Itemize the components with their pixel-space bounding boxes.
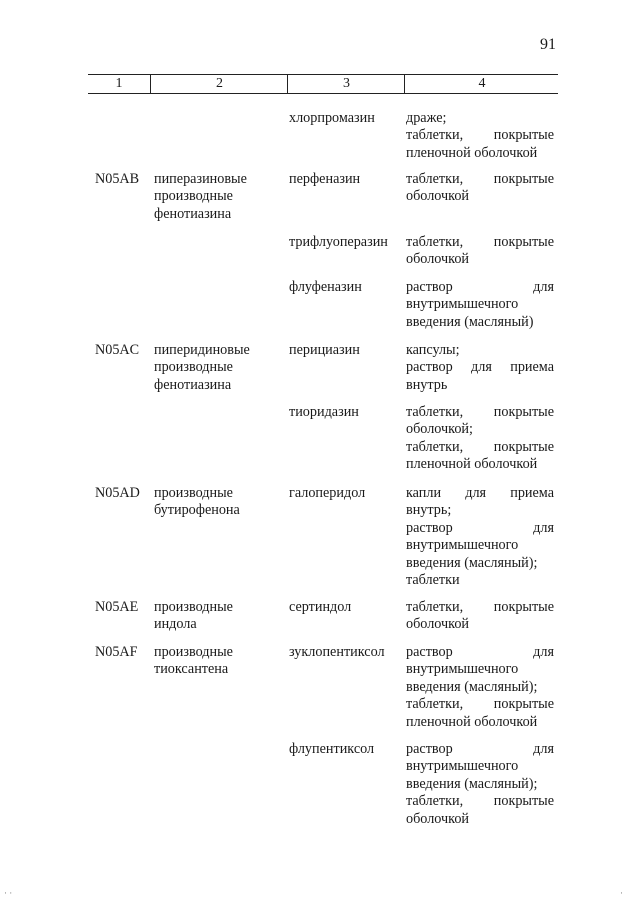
dosage-form: [406, 599, 554, 634]
atc-code: N05AC: [95, 342, 140, 358]
dosage-form-line: введения (масляный);: [406, 678, 538, 695]
header-col-1: 1: [115, 76, 123, 91]
dosage-form-line: раствор для приема: [406, 359, 554, 376]
dosage-form-line: оболочкой: [406, 188, 470, 205]
dosage-form: [406, 644, 554, 731]
drug-name: хлорпромазин: [289, 110, 375, 126]
group-line: фенотиазина: [154, 205, 232, 222]
dosage-form-line: таблетки, покрытые: [406, 599, 554, 615]
group-line: пиперазиновые: [154, 171, 247, 187]
drug-name: тиоридазин: [289, 404, 359, 420]
dosage-form-line: раствор для: [406, 741, 554, 757]
atc-code: N05AE: [95, 599, 139, 615]
pharmacological-group: [154, 644, 282, 679]
dosage-form-line: внутримышечного: [406, 661, 519, 678]
dosage-form-line: капсулы;: [406, 342, 460, 358]
atc-code: N05AB: [95, 171, 140, 187]
dosage-form: [406, 485, 554, 589]
dosage-form: [406, 110, 554, 162]
drug-name: перфеназин: [289, 171, 361, 187]
pharmacological-group: [154, 599, 282, 634]
dosage-form-line: таблетки, покрытые: [406, 234, 554, 250]
group-line: пиперидиновые: [154, 342, 250, 358]
dosage-form: [406, 404, 554, 474]
dosage-form-line: таблетки, покрытые: [406, 404, 554, 420]
scan-artifact-right: ·: [620, 888, 623, 898]
header-col-4: 4: [404, 75, 559, 93]
dosage-form-line: оболочкой;: [406, 421, 473, 438]
dosage-form-line: внутрь: [406, 376, 448, 393]
drug-name: сертиндол: [289, 599, 352, 615]
dosage-form-line: таблетки, покрытые: [406, 127, 554, 144]
drug-name: трифлуоперазин: [289, 234, 388, 250]
dosage-form-line: таблетки: [406, 572, 460, 589]
pharmacological-group: [154, 485, 282, 520]
atc-code: N05AD: [95, 485, 140, 501]
group-line: индола: [154, 616, 197, 633]
dosage-form-line: внутрь;: [406, 502, 452, 519]
drug-name: галоперидол: [289, 485, 366, 501]
dosage-form-line: пленочной оболочкой: [406, 713, 538, 730]
dosage-form-line: раствор для: [406, 644, 554, 660]
dosage-form-line: раствор для: [406, 279, 554, 295]
dosage-form-line: оболочкой: [406, 616, 470, 633]
dosage-form: [406, 171, 554, 206]
scan-artifact-left: · ·: [4, 888, 13, 898]
pharmacological-group: [154, 342, 282, 394]
dosage-form-line: введения (масляный);: [406, 775, 538, 792]
dosage-form-line: капли для приема: [406, 485, 554, 501]
dosage-form-line: пленочной оболочкой: [406, 456, 538, 473]
drug-name: флуфеназин: [289, 279, 362, 295]
dosage-form-line: введения (масляный);: [406, 554, 538, 571]
drug-name: зуклопентиксол: [289, 644, 385, 660]
group-line: производные: [154, 599, 233, 615]
dosage-form-line: введения (масляный): [406, 313, 534, 330]
group-line: производные: [154, 359, 233, 376]
dosage-form: [406, 342, 554, 394]
group-line: фенотиазина: [154, 376, 232, 393]
group-line: тиоксантена: [154, 661, 229, 678]
group-line: производные: [154, 485, 233, 501]
dosage-form-line: внутримышечного: [406, 758, 519, 775]
dosage-form-line: таблетки, покрытые: [406, 696, 554, 713]
pharmacological-group: [154, 171, 282, 223]
dosage-form-line: оболочкой: [406, 810, 470, 827]
table-header: [88, 74, 558, 94]
group-line: бутирофенона: [154, 502, 240, 519]
dosage-form: [406, 279, 554, 331]
dosage-form-line: пленочной оболочкой: [406, 144, 538, 161]
dosage-form-line: таблетки, покрытые: [406, 171, 554, 187]
dosage-form-line: раствор для: [406, 519, 554, 536]
dosage-form: [406, 234, 554, 269]
dosage-form-line: оболочкой: [406, 251, 470, 268]
header-col-2: 2: [150, 75, 288, 93]
drug-name: перициазин: [289, 342, 360, 358]
atc-code: N05AF: [95, 644, 138, 660]
header-col-3: 3: [287, 75, 405, 93]
group-line: производные: [154, 188, 233, 205]
dosage-form-line: внутримышечного: [406, 537, 519, 554]
drug-name: флупентиксол: [289, 741, 375, 757]
dosage-form-line: таблетки, покрытые: [406, 793, 554, 810]
dosage-form: [406, 741, 554, 828]
page-number: 91: [540, 36, 556, 53]
dosage-form-line: драже;: [406, 110, 447, 126]
dosage-form-line: таблетки, покрытые: [406, 438, 554, 455]
dosage-form-line: внутримышечного: [406, 296, 519, 313]
group-line: производные: [154, 644, 233, 660]
